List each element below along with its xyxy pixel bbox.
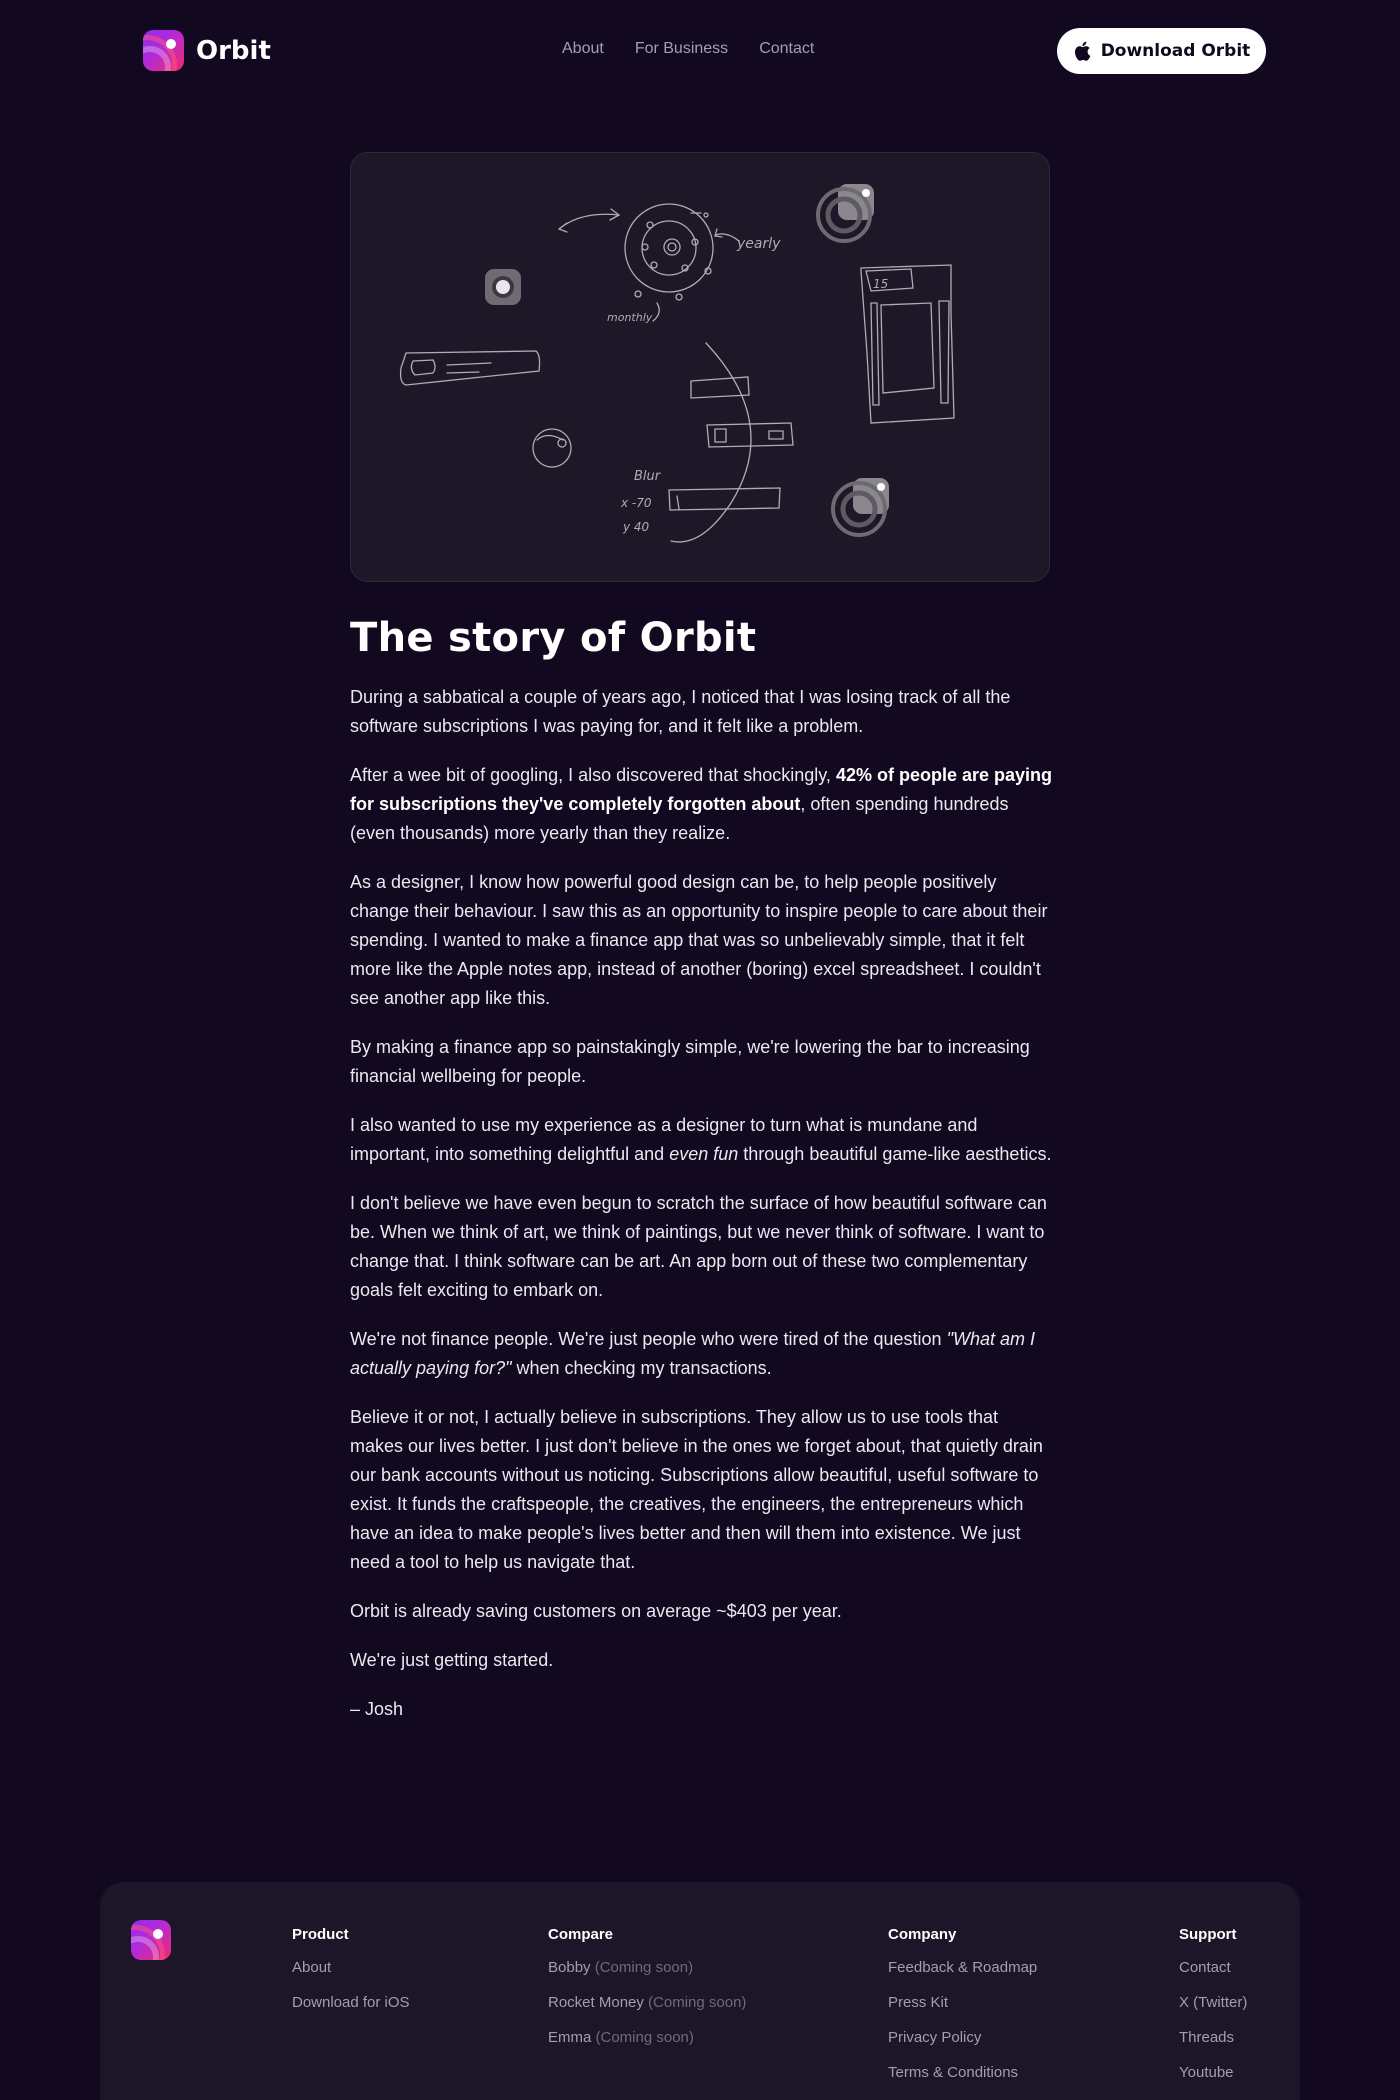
footer-col-support: [1179, 1926, 1247, 2099]
footer-heading-compare: Compare: [548, 1926, 614, 1943]
sketch-label-x: x -70: [621, 496, 652, 510]
footer-heading-product: Product: [292, 1926, 349, 1943]
story-paragraph-1: During a sabbatical a couple of years ago, I noticed that I was losing track of all the software subscriptions I was paying for, and it felt like a problem.: [350, 687, 1011, 736]
app-icon-orbit-top: [818, 184, 874, 241]
sketch-label-15: 15: [873, 277, 889, 291]
footer-link-about[interactable]: About: [292, 1959, 332, 1976]
footer-link-youtube[interactable]: Youtube: [1179, 2064, 1234, 2081]
footer-heading-company: Company: [888, 1926, 957, 1943]
site-footer: [100, 1882, 1300, 2100]
story-paragraph-4: By making a finance app so painstakingly simple, we're lowering the bar to increasing financial wellbeing for people.: [350, 1037, 1030, 1086]
story-paragraph-6: I don't believe we have even begun to scratch the surface of how beautiful software can be. When we think of art, we think of paintings, but we never think of software. I want to change that. I think software can be art. An app born out of these two complementary goals felt exciting to embark on.: [350, 1193, 1047, 1300]
footer-link-download-ios[interactable]: Download for iOS: [292, 1994, 410, 2011]
site-header: [0, 0, 1400, 100]
brand-name: Orbit: [196, 35, 271, 66]
story-paragraph-3: As a designer, I know how powerful good design can be, to help people positively change their behaviour. I saw this as an opportunity to inspire people to care about their spending. I wanted to make a finance app that was so unbelievably simple, that it felt more like the Apple notes app, instead of another (boring) excel spreadsheet. I couldn't see another app like this.: [350, 872, 1048, 1008]
story-paragraph-7: We're not finance people. We're just people who were tired of the question "What am I actually paying for?" when checking my transactions.: [350, 1329, 1035, 1378]
story-paragraph-2: After a wee bit of googling, I also discovered that shockingly, 42% of people are paying for subscriptions they've completely forgotten about, often spending hundreds (even thousands) more yearly than they realize.: [350, 765, 1053, 843]
footer-orbit-logo-icon[interactable]: [131, 1920, 171, 1960]
hero-sketch-image: [350, 152, 1050, 582]
story-paragraph-8: Believe it or not, I actually believe in subscriptions. They allow us to use tools that makes our lives better. I just don't believe in the ones we forget about, that quietly drain our bank accounts without us noticing. Subscriptions allow beautiful, useful software to exist. It funds the craftspeople, the creatives, the engineers, the entrepreneurs which have an idea to make people's lives better and then will them into existence. We just need a tool to help us navigate that.: [350, 1407, 1043, 1572]
story-emphasis-even-fun: even fun: [669, 1144, 739, 1164]
story-paragraph-10: We're just getting started.: [350, 1650, 554, 1670]
main-nav: [562, 40, 814, 58]
download-orbit-label: Download Orbit: [1100, 41, 1251, 61]
footer-link-terms[interactable]: Terms & Conditions: [888, 2064, 1019, 2081]
footer-heading-support: Support: [1179, 1926, 1237, 1943]
story-article: [350, 615, 1055, 1744]
footer-col-company: [888, 1926, 1037, 2099]
nav-about[interactable]: About: [562, 40, 604, 57]
download-orbit-button[interactable]: [1057, 28, 1266, 74]
footer-link-threads[interactable]: Threads: [1179, 2029, 1235, 2046]
nav-for-business[interactable]: For Business: [634, 40, 729, 57]
story-paragraph-9: Orbit is already saving customers on average ~$403 per year.: [350, 1601, 842, 1621]
story-emphasis-question: "What am I actually paying for?": [350, 1329, 1035, 1378]
brand-link[interactable]: [143, 30, 271, 71]
footer-link-bobby[interactable]: Bobby (Coming soon): [548, 1959, 694, 1976]
nav-contact[interactable]: Contact: [759, 40, 815, 57]
sketch-label-monthly: monthly: [607, 311, 653, 324]
footer-link-press-kit[interactable]: Press Kit: [888, 1994, 949, 2011]
footer-link-contact[interactable]: Contact: [1179, 1959, 1231, 1976]
story-highlight-stat: 42% of people are paying for subscriptions they've completely forgotten about: [350, 765, 1053, 814]
footer-link-privacy-policy[interactable]: Privacy Policy: [888, 2029, 982, 2046]
footer-link-emma[interactable]: Emma (Coming soon): [548, 2029, 694, 2046]
app-icon-orbit-bottom: [833, 478, 889, 535]
footer-col-compare: [548, 1926, 746, 2064]
story-paragraph-5: I also wanted to use my experience as a designer to turn what is mundane and important, into something delightful and even fun through beautiful game-like aesthetics.: [350, 1115, 1052, 1164]
footer-link-feedback-roadmap[interactable]: Feedback & Roadmap: [888, 1959, 1038, 1976]
apple-icon: [1073, 41, 1091, 61]
sketch-label-y: y 40: [623, 520, 650, 534]
sketch-label-blur: Blur: [634, 469, 661, 484]
footer-col-product: [292, 1926, 410, 2029]
footer-link-twitter[interactable]: X (Twitter): [1179, 1994, 1248, 2011]
page-title: The story of Orbit: [350, 615, 757, 661]
sketch-drawing: [351, 153, 1050, 582]
sketch-label-yearly: yearly: [737, 236, 781, 252]
app-icon-camera: [485, 269, 521, 305]
orbit-logo-icon: [143, 30, 184, 71]
story-signature: – Josh: [350, 1699, 404, 1719]
footer-link-rocket-money[interactable]: Rocket Money (Coming soon): [548, 1994, 747, 2011]
